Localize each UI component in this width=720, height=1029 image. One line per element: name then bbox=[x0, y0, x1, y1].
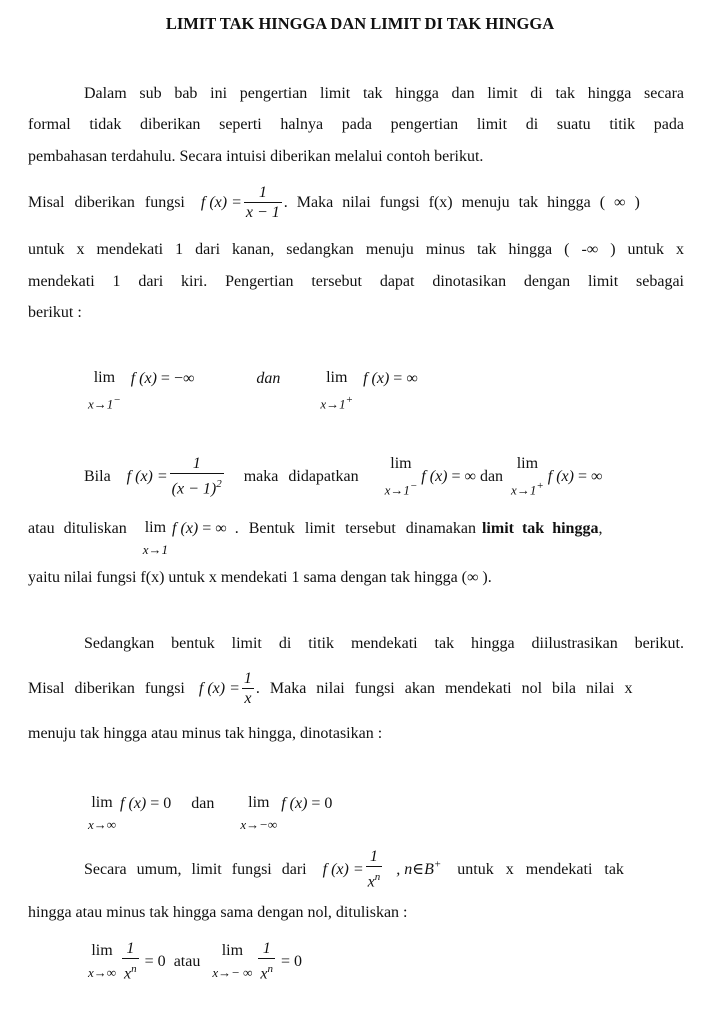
fraction-1-over-x bbox=[242, 670, 254, 709]
sup-plus: + bbox=[536, 480, 544, 492]
limit-2-left bbox=[385, 456, 418, 498]
frac-num: 1 bbox=[192, 455, 201, 472]
den-text: (x − 1) bbox=[171, 480, 217, 498]
eq-zero: = 0 bbox=[144, 953, 166, 971]
lim-subscript bbox=[320, 392, 353, 412]
lim-subscript: x→1 bbox=[142, 542, 169, 557]
equation-3 bbox=[88, 795, 332, 833]
atau-dituliskan: atau dituliskan bbox=[28, 520, 127, 537]
sub-text: x→1 bbox=[320, 396, 346, 412]
para1-line2: formal tidak diberikan seperti halnya pada pengertian limit di suatu titik pada bbox=[28, 116, 684, 133]
para2-line1 bbox=[28, 184, 640, 223]
frac-num: 1 bbox=[369, 848, 378, 865]
lim-text: lim bbox=[91, 942, 113, 960]
fx: f (x) bbox=[172, 520, 199, 537]
n-in-B bbox=[396, 858, 442, 878]
den-x: x bbox=[124, 965, 132, 983]
para3-line3: yaitu nilai fungsi f(x) untuk x mendekati 1 sama dengan tak hingga (∞ ). bbox=[28, 569, 492, 586]
n-in-B-text: , n∈B bbox=[396, 860, 434, 878]
page-title: LIMIT TAK HINGGA DAN LIMIT DI TAK HINGGA bbox=[165, 14, 555, 33]
limit-5-right bbox=[212, 943, 252, 981]
eq-inf: = ∞ bbox=[393, 370, 418, 387]
sup-2: 2 bbox=[216, 478, 222, 490]
sub-text: x→1 bbox=[88, 396, 114, 412]
comma: , bbox=[598, 520, 603, 537]
eq-neg-inf: = −∞ bbox=[160, 370, 195, 387]
fraction-1-over-x-n bbox=[122, 940, 139, 984]
limit-4-right bbox=[240, 795, 277, 833]
limit-1-right bbox=[320, 370, 353, 412]
lim-text: lim bbox=[93, 369, 116, 386]
sub-text: x→1 bbox=[511, 482, 537, 498]
fx: f (x) bbox=[120, 795, 147, 812]
para2-text-b: . Maka nilai fungsi f(x) menuju tak hingga ( ∞ ) bbox=[283, 194, 640, 212]
den-x: x bbox=[367, 873, 375, 891]
frac-den bbox=[170, 473, 224, 499]
sub-text: x→1 bbox=[384, 482, 410, 498]
sup-n: n bbox=[374, 871, 381, 883]
lim-subscript: x→∞ bbox=[88, 965, 117, 981]
lim-text: lim bbox=[221, 942, 244, 960]
maka-text: maka didapatkan bbox=[243, 468, 359, 486]
para2-line4: berikut : bbox=[28, 304, 82, 321]
frac-num: 1 bbox=[262, 940, 271, 957]
para4-line1: Sedangkan bentuk limit di titik mendekati tak hingga diilustrasikan berikut. bbox=[84, 635, 684, 652]
sup-minus: − bbox=[113, 394, 121, 406]
equation-1 bbox=[88, 370, 418, 412]
lim-subscript: x→−∞ bbox=[240, 817, 278, 832]
lim-subscript bbox=[385, 478, 418, 498]
para4-line2 bbox=[28, 670, 632, 709]
limit-4-left bbox=[88, 795, 116, 833]
lim-subscript bbox=[88, 392, 121, 412]
eq-zero: = 0 bbox=[281, 953, 303, 971]
fx-label: f (x) = bbox=[126, 468, 168, 486]
dan-word: dan bbox=[479, 468, 504, 486]
frac-den: x − 1 bbox=[245, 204, 280, 221]
lim-text: lim bbox=[516, 455, 539, 472]
dan-word: dan bbox=[256, 370, 281, 387]
frac-num: 1 bbox=[243, 670, 252, 687]
frac-num: 1 bbox=[258, 184, 267, 201]
lim-text: lim bbox=[326, 369, 348, 386]
fx: f (x) bbox=[363, 370, 390, 387]
para1-line1: Dalam sub bab ini pengertian limit tak hingga dan limit di tak hingga secara bbox=[84, 85, 684, 102]
fx-label: f (x) = bbox=[322, 860, 364, 878]
lim-text: lim bbox=[91, 794, 113, 811]
lim-text: lim bbox=[144, 519, 167, 536]
fraction-1-over-x-minus-1-squared bbox=[170, 455, 224, 499]
fraction-1-over-x-minus-1 bbox=[244, 184, 282, 223]
para2-text-a: Misal diberikan fungsi bbox=[28, 194, 185, 212]
sup-n: n bbox=[131, 963, 137, 975]
bentuk-text: . Bentuk limit tersebut dinamakan bbox=[234, 520, 476, 537]
equation-4 bbox=[88, 940, 302, 984]
eq-zero: = 0 bbox=[150, 795, 172, 812]
bila-word: Bila bbox=[84, 468, 111, 486]
eq-inf: = ∞ bbox=[577, 468, 603, 486]
para4-line3: menuju tak hingga atau minus tak hingga, dinotasikan : bbox=[28, 725, 383, 742]
fx: f (x) bbox=[421, 468, 448, 486]
para4-text-a: Misal diberikan fungsi bbox=[28, 680, 185, 698]
sup-plus: + bbox=[433, 858, 442, 871]
para5-text-a: Secara umum, limit fungsi dari bbox=[84, 860, 307, 878]
para3-line1 bbox=[84, 455, 602, 499]
fx: f (x) bbox=[130, 370, 157, 387]
limit-1-left bbox=[88, 370, 121, 412]
frac-num: 1 bbox=[126, 940, 135, 957]
para2-line2: untuk x mendekati 1 dari kanan, sedangkan menuju minus tak hingga ( -∞ ) untuk x bbox=[28, 241, 684, 258]
fx-label: f (x) = bbox=[200, 194, 242, 212]
den-x: x bbox=[260, 965, 268, 983]
frac-den bbox=[122, 958, 139, 984]
para4-text-b: . Maka nilai fungsi akan mendekati nol bila nilai x bbox=[255, 680, 633, 698]
para5-text-b: untuk x mendekati tak bbox=[457, 860, 624, 878]
lim-text: lim bbox=[390, 455, 412, 472]
frac-den bbox=[366, 866, 383, 892]
para5-line2: hingga atau minus tak hingga sama dengan nol, dituliskan : bbox=[28, 904, 408, 921]
lim-subscript: x→− ∞ bbox=[212, 965, 253, 981]
fx: f (x) bbox=[281, 795, 308, 812]
para3-line2 bbox=[28, 520, 602, 558]
atau-word: atau bbox=[173, 953, 201, 971]
lim-text: lim bbox=[248, 794, 270, 811]
frac-den: x bbox=[242, 688, 254, 709]
fx: f (x) bbox=[547, 468, 574, 486]
limit-3 bbox=[143, 520, 168, 558]
eq-zero: = 0 bbox=[311, 795, 333, 812]
dan-word: dan bbox=[191, 795, 215, 812]
eq-inf: = ∞ bbox=[202, 520, 227, 537]
sup-n: n bbox=[267, 963, 274, 975]
limit-5-left bbox=[88, 943, 116, 981]
sup-plus: + bbox=[345, 394, 354, 406]
para5-line1 bbox=[84, 848, 624, 892]
fx-label: f (x) = bbox=[198, 680, 240, 698]
fraction-1-over-x-n bbox=[258, 940, 275, 984]
para1-line3: pembahasan terdahulu. Secara intuisi diberikan melalui contoh berikut. bbox=[28, 148, 484, 165]
eq-inf: = ∞ bbox=[451, 468, 476, 486]
fraction-1-over-x-n bbox=[366, 848, 383, 892]
para2-line3: mendekati 1 dari kiri. Pengertian tersebut dapat dinotasikan dengan limit sebagai bbox=[28, 273, 684, 290]
sup-minus: − bbox=[409, 480, 418, 492]
frac-den bbox=[258, 958, 275, 984]
lim-subscript: x→∞ bbox=[88, 817, 117, 832]
lim-subscript bbox=[511, 478, 544, 498]
limit-2-right bbox=[511, 456, 544, 498]
limit-tak-hingga-bold: limit tak hingga bbox=[481, 520, 599, 537]
